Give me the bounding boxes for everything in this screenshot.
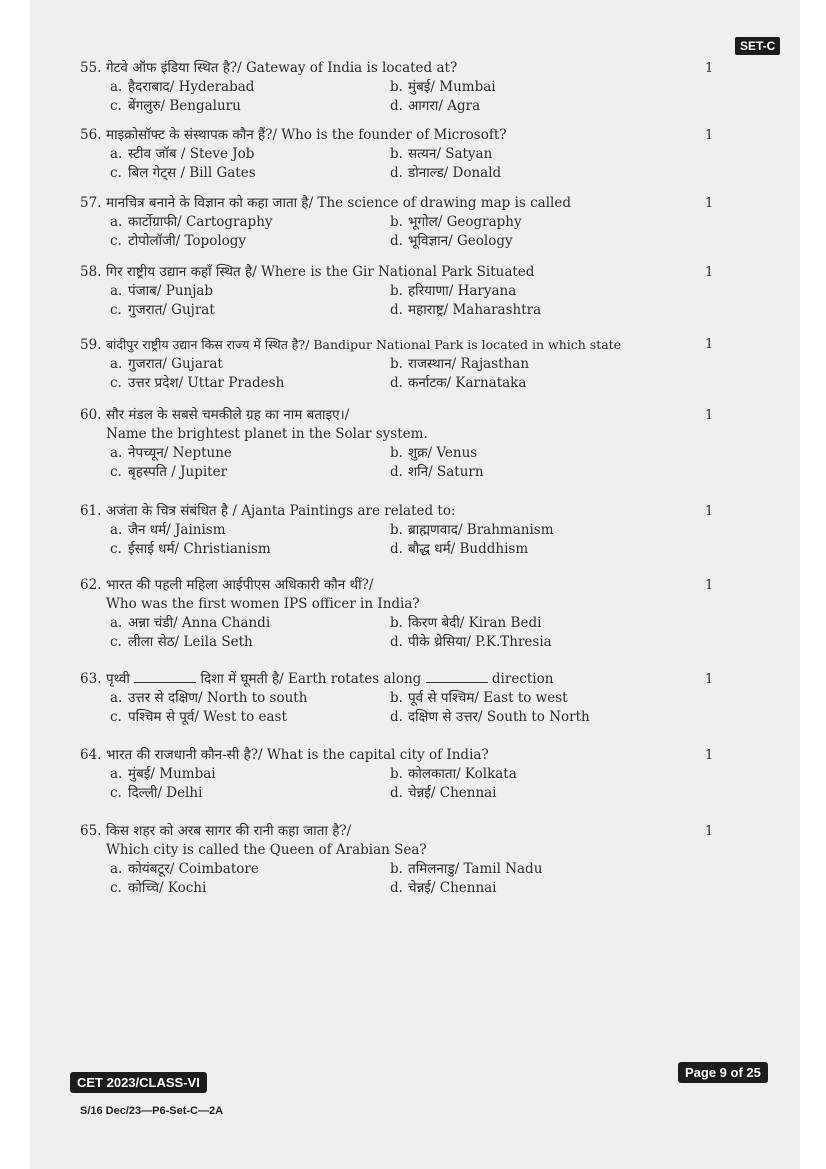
- option-c: c. पश्चिम से पूर्व/ West to east: [110, 709, 287, 725]
- option-a: a. अन्ना चंडी/ Anna Chandi: [110, 615, 271, 631]
- question-number: 55.: [80, 60, 102, 76]
- option-c: c. बृहस्पति / Jupiter: [110, 464, 228, 480]
- option-a: a. मुंबई/ Mumbai: [110, 766, 216, 782]
- question-mark: 1: [705, 265, 714, 280]
- question-text: गेटवे ऑफ इंडिया स्थित है?/ Gateway of India is located at?: [106, 60, 458, 76]
- question-number: 59.: [80, 337, 102, 353]
- question-56: [80, 126, 730, 183]
- question-text: सौर मंडल के सबसे चमकीले ग्रह का नाम बताइए।/: [106, 407, 350, 423]
- option-b: b. किरण बेदी/ Kiran Bedi: [390, 615, 542, 631]
- option-c: c. ईसाई धर्म/ Christianism: [110, 541, 271, 557]
- option-d: d. आगरा/ Agra: [390, 98, 481, 114]
- question-text: गिर राष्ट्रीय उद्यान कहाँ स्थित है/ Where is the Gir National Park Situated: [106, 264, 535, 280]
- option-d: d. कर्नाटक/ Karnataka: [390, 375, 527, 391]
- question-60: [80, 406, 730, 482]
- option-a: a. पंजाब/ Punjab: [110, 283, 214, 299]
- question-text: बांदीपुर राष्ट्रीय उद्यान किस राज्य में स्थित है?/ Bandipur National Park is located in which state: [106, 337, 622, 352]
- question-number: 64.: [80, 747, 102, 763]
- question-text-english: Name the brightest planet in the Solar system.: [106, 426, 428, 442]
- question-mark: 1: [705, 196, 714, 211]
- question-57: [80, 194, 730, 251]
- question-mark: 1: [705, 504, 714, 519]
- option-c: c. टोपोलॉजी/ Topology: [110, 233, 247, 249]
- option-b: b. शुक्र/ Venus: [390, 445, 478, 461]
- option-d: d. चेन्नई/ Chennai: [390, 785, 497, 801]
- question-63: [80, 670, 730, 727]
- question-text: भारत की पहली महिला आईपीएस अधिकारी कौन थीं?/: [106, 577, 374, 593]
- question-number: 61.: [80, 503, 102, 519]
- question-number: 56.: [80, 127, 102, 143]
- paper-code: S/16 Dec/23—P6-Set-C—2A: [80, 1105, 224, 1117]
- option-d: d. शनि/ Saturn: [390, 464, 484, 480]
- answer-blank: [426, 670, 488, 683]
- option-c: c. गुजरात/ Gujrat: [110, 302, 215, 318]
- option-b: b. मुंबई/ Mumbai: [390, 79, 496, 95]
- question-58: [80, 263, 730, 320]
- option-d: d. महाराष्ट्र/ Maharashtra: [390, 302, 542, 318]
- question-text: अजंता के चित्र संबंधित है / Ajanta Paintings are related to:: [106, 503, 456, 519]
- question-number: 62.: [80, 577, 102, 593]
- question-number: 60.: [80, 407, 102, 423]
- option-b: b. राजस्थान/ Rajasthan: [390, 356, 530, 372]
- page-number: Page 9 of 25: [678, 1062, 768, 1083]
- option-c: c. उत्तर प्रदेश/ Uttar Pradesh: [110, 375, 285, 391]
- question-64: [80, 746, 730, 803]
- option-b: b. सत्यन/ Satyan: [390, 146, 493, 162]
- question-number: 63.: [80, 671, 102, 687]
- question-mark: 1: [705, 61, 714, 76]
- question-text-english: Which city is called the Queen of Arabian Sea?: [106, 842, 427, 858]
- question-text: मानचित्र बनाने के विज्ञान को कहा जाता है/ The science of drawing map is called: [106, 195, 572, 211]
- option-a: a. हैदराबाद/ Hyderabad: [110, 79, 255, 95]
- question-number: 65.: [80, 823, 102, 839]
- question-mark: 1: [705, 578, 714, 593]
- question-text-a: पृथ्वी: [106, 671, 130, 687]
- option-a: a. कोयंबटूर/ Coimbatore: [110, 861, 259, 877]
- option-d: d. डोनाल्ड/ Donald: [390, 165, 502, 181]
- option-a: a. नेपच्यून/ Neptune: [110, 445, 232, 461]
- question-mark: 1: [705, 408, 714, 423]
- question-65: [80, 822, 730, 898]
- option-b: b. तमिलनाडु/ Tamil Nadu: [390, 861, 543, 877]
- question-text: भारत की राजधानी कौन-सी है?/ What is the capital city of India?: [106, 747, 489, 763]
- answer-blank: [134, 670, 196, 683]
- question-mark: 1: [705, 128, 714, 143]
- option-b: b. ब्राह्मणवाद/ Brahmanism: [390, 522, 554, 538]
- option-b: b. कोलकाता/ Kolkata: [390, 766, 517, 782]
- question-text: किस शहर को अरब सागर की रानी कहा जाता है?/: [106, 823, 352, 839]
- question-mark: 1: [705, 672, 714, 687]
- option-a: a. स्टीव जॉब / Steve Job: [110, 146, 255, 162]
- set-badge: SET-C: [735, 37, 780, 55]
- question-61: [80, 502, 730, 559]
- question-mark: 1: [705, 337, 714, 352]
- option-c: c. कोच्चि/ Kochi: [110, 880, 207, 896]
- option-b: b. हरियाणा/ Haryana: [390, 283, 517, 299]
- question-mark: 1: [705, 748, 714, 763]
- option-d: d. दक्षिण से उत्तर/ South to North: [390, 709, 590, 725]
- question-text-b: दिशा में घूमती है/ Earth rotates along: [200, 671, 422, 687]
- question-number: 57.: [80, 195, 102, 211]
- question-text-english: Who was the first women IPS officer in India?: [106, 596, 420, 612]
- question-text: माइक्रोसॉफ्ट के संस्थापक कौन हैं?/ Who is the founder of Microsoft?: [106, 127, 507, 143]
- question-mark: 1: [705, 824, 714, 839]
- option-a: a. उत्तर से दक्षिण/ North to south: [110, 690, 308, 706]
- question-62: [80, 576, 730, 652]
- exam-label: CET 2023/CLASS-VI: [70, 1072, 207, 1093]
- option-c: c. बेंगलुरु/ Bengaluru: [110, 98, 241, 114]
- option-c: c. दिल्ली/ Delhi: [110, 785, 203, 801]
- option-c: c. लीला सेठ/ Leila Seth: [110, 634, 253, 650]
- option-b: b. पूर्व से पश्चिम/ East to west: [390, 690, 568, 706]
- question-number: 58.: [80, 264, 102, 280]
- option-a: a. गुजरात/ Gujarat: [110, 356, 223, 372]
- option-c: c. बिल गेट्स / Bill Gates: [110, 165, 256, 181]
- question-55: [80, 59, 730, 116]
- option-d: d. पीके थ्रेसिया/ P.K.Thresia: [390, 634, 552, 650]
- option-d: d. बौद्ध धर्म/ Buddhism: [390, 541, 529, 557]
- question-text-c: direction: [491, 671, 554, 687]
- option-a: a. जैन धर्म/ Jainism: [110, 522, 226, 538]
- option-a: a. कार्टोग्राफी/ Cartography: [110, 214, 273, 230]
- option-b: b. भूगोल/ Geography: [390, 214, 522, 230]
- option-d: d. चेन्नई/ Chennai: [390, 880, 497, 896]
- option-d: d. भूविज्ञान/ Geology: [390, 233, 513, 249]
- question-59: [80, 335, 730, 393]
